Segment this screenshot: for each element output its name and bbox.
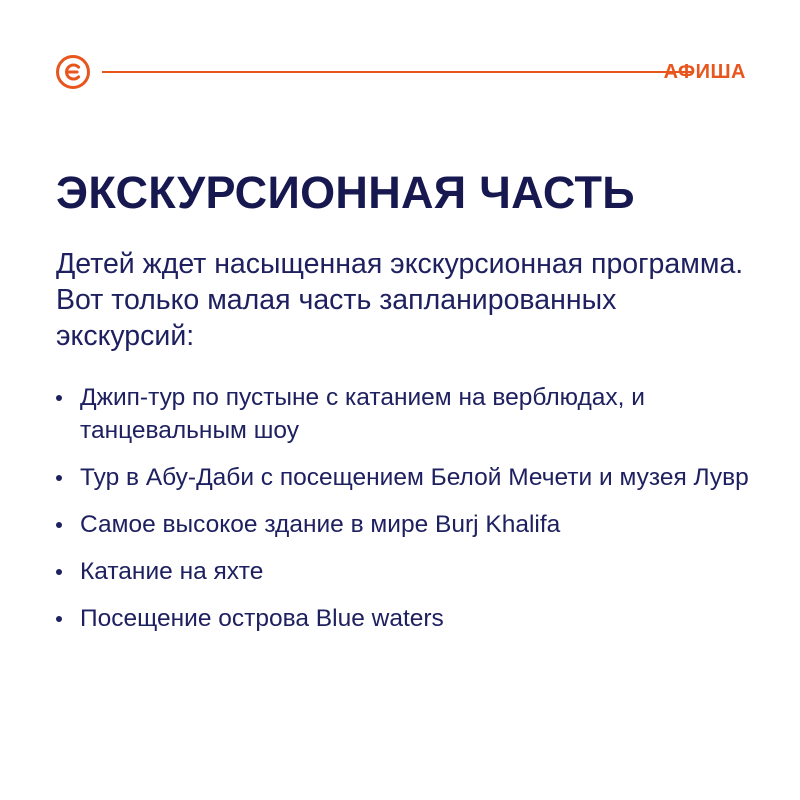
list-item: [56, 461, 776, 494]
list-item: [56, 508, 776, 541]
list-item-text: Тур в Абу-Даби с посещением Белой Мечети и музея Лувр: [80, 464, 749, 491]
list-item-text: Джип-тур по пустыне с катанием на верблюдах, и танцевальным шоу: [80, 384, 645, 444]
logo-icon: [56, 55, 90, 89]
list-item-text: Катание на яхте: [80, 558, 264, 585]
intro-text: Детей ждет насыщенная экскурсионная программа. Вот только малая часть запланированных экскурсий:: [56, 248, 744, 352]
excursion-list: [56, 381, 776, 635]
bullet-icon: [56, 395, 62, 401]
list-item: [56, 602, 776, 635]
bullet-icon: [56, 569, 62, 575]
list-item-text: Посещение острова Blue waters: [80, 605, 444, 632]
bullet-icon: [56, 475, 62, 481]
header: [56, 54, 746, 90]
list-item: [56, 555, 776, 588]
list-item-text: Самое высокое здание в мире Burj Khalifa: [80, 511, 561, 538]
header-divider: [102, 71, 694, 73]
list-item: [56, 381, 776, 447]
page-title: ЭКСКУРСИОННАЯ ЧАСТЬ: [56, 167, 635, 218]
section-label: АФИША: [663, 61, 746, 83]
bullet-icon: [56, 616, 62, 622]
bullet-icon: [56, 522, 62, 528]
